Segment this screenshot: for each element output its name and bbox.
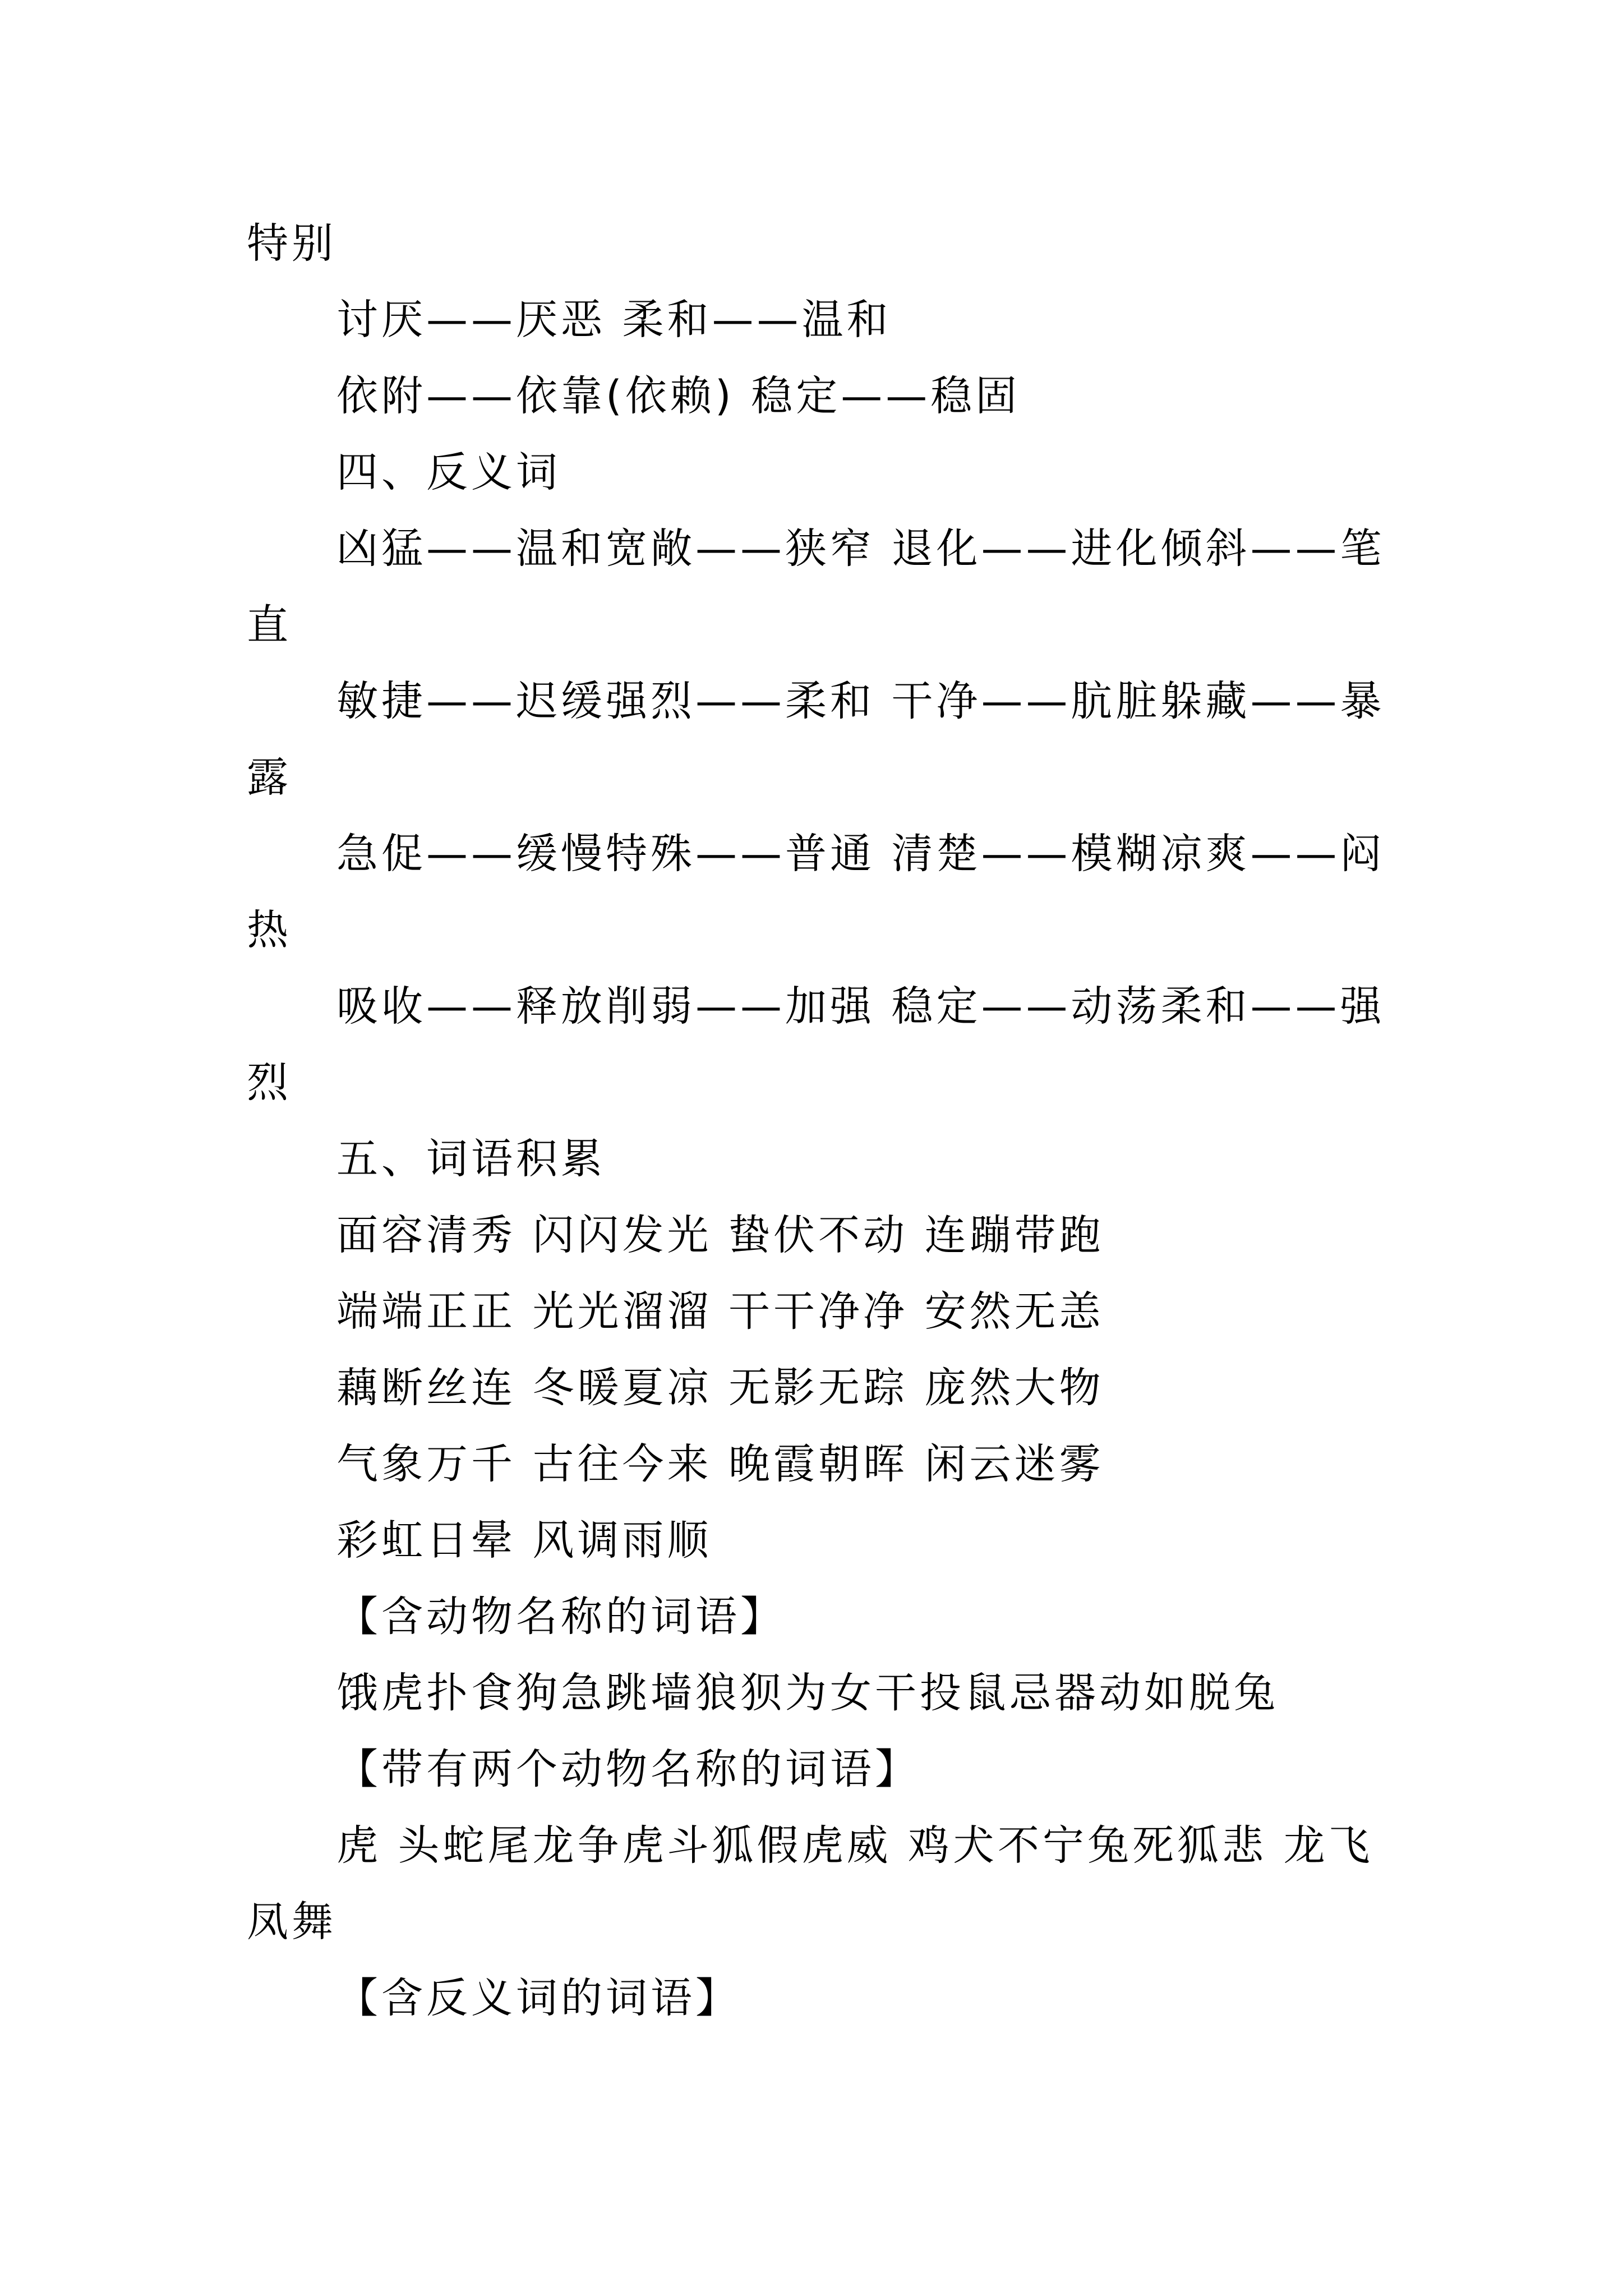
section-heading: 五、词语积累 — [336, 1135, 606, 1183]
text-line: 饿虎扑食狗急跳墙狼狈为女干投鼠忌器动如脱兔 — [336, 1669, 1279, 1717]
text-line: 特别 — [247, 219, 336, 268]
text-line: 凶猛——温和宽敞——狭窄 退化——进化倾斜——笔 — [336, 524, 1385, 573]
text-line: 彩虹日晕 风调雨顺 — [336, 1516, 712, 1565]
text-line: 藕断丝连 冬暖夏凉 无影无踪 庞然大物 — [336, 1364, 1104, 1412]
text-line: 讨厌——厌恶 柔和——温和 — [336, 296, 892, 344]
text-line: 吸收——释放削弱——加强 稳定——动荡柔和——强 — [336, 982, 1385, 1030]
text-line: 急促——缓慢特殊——普通 清楚——模糊凉爽——闷 — [336, 830, 1385, 878]
subsection-heading: 【含反义词的词语】 — [336, 1974, 740, 2022]
text-line: 气象万千 古往今来 晚霞朝晖 闲云迷雾 — [336, 1440, 1104, 1488]
subsection-heading: 【含动物名称的词语】 — [336, 1593, 785, 1641]
text-line: 端端正正 光光溜溜 干干净净 安然无恙 — [336, 1287, 1104, 1336]
text-line: 依附——依靠(依赖) 稳定——稳固 — [336, 372, 1021, 420]
text-line: 虎 头蛇尾龙争虎斗狐假虎威 鸡犬不宁兔死狐悲 龙飞 — [336, 1821, 1373, 1870]
subsection-heading: 【带有两个动物名称的词语】 — [336, 1745, 920, 1793]
text-line: 凤舞 — [247, 1898, 336, 1946]
text-line: 露 — [247, 753, 292, 802]
text-line: 烈 — [247, 1059, 292, 1107]
section-heading: 四、反义词 — [336, 448, 561, 496]
text-line: 热 — [247, 906, 292, 954]
text-line: 面容清秀 闪闪发光 蛰伏不动 连蹦带跑 — [336, 1211, 1104, 1259]
text-line: 敏捷——迟缓强烈——柔和 干净——肮脏躲藏——暴 — [336, 677, 1385, 725]
text-line: 直 — [247, 601, 292, 649]
